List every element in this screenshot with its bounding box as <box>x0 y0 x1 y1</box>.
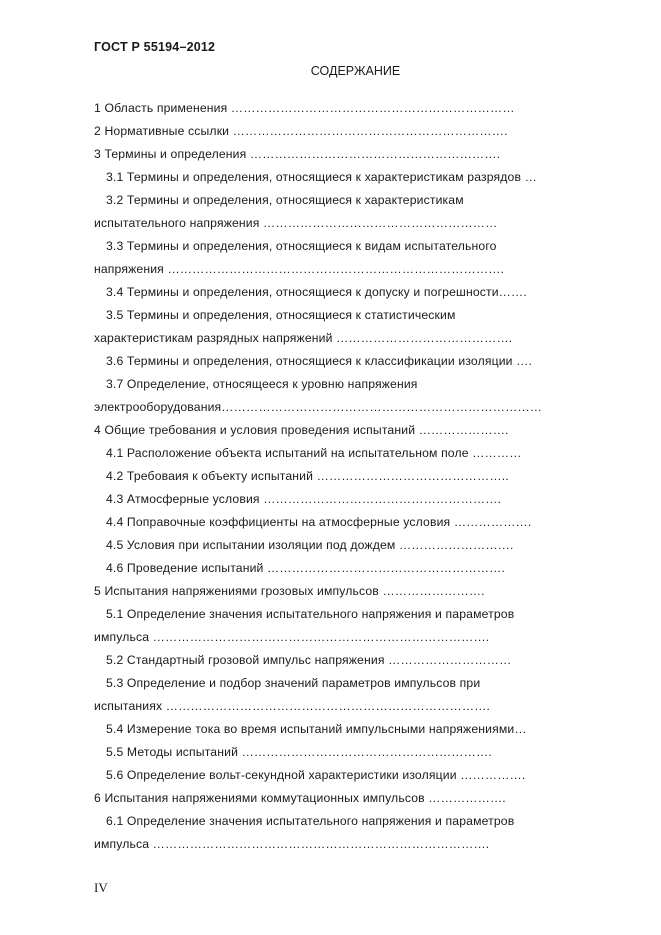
toc-entry-continuation[interactable]: испытаниях ……………………………………………………………………. <box>94 699 491 713</box>
toc-entry-continuation[interactable]: характеристикам разрядных напряжений ……………………………………. <box>94 331 513 345</box>
toc-entry[interactable]: 3.1 Термины и определения, относящиеся к характеристикам разрядов … <box>106 170 537 184</box>
toc-entry[interactable]: 4.1 Расположение объекта испытаний на испытательном поле ………… <box>106 446 522 460</box>
toc-entry[interactable]: 5.4 Измерение тока во время испытаний импульсными напряжениями… <box>106 722 527 736</box>
toc-entry[interactable]: 3 Термины и определения ……………………………………………………. <box>94 147 501 161</box>
toc-entry[interactable]: 5.2 Стандартный грозовой импульс напряжения ………………………… <box>106 653 512 667</box>
toc-entry[interactable]: 2 Нормативные ссылки …………………………………………………………. <box>94 124 508 138</box>
toc-entry-continuation[interactable]: испытательного напряжения ………………………………………………… <box>94 216 498 230</box>
toc-entry[interactable]: 4.5 Условия при испытании изоляции под дождем ………………………. <box>106 538 514 552</box>
toc-entry[interactable]: 3.5 Термины и определения, относящиеся к статистическим <box>106 308 456 322</box>
toc-entry[interactable]: 5 Испытания напряжениями грозовых импульсов ……………………. <box>94 584 485 598</box>
toc-entry-continuation[interactable]: импульса ………………………………………………………………………. <box>94 837 490 851</box>
toc-entry[interactable]: 3.7 Определение, относящееся к уровню напряжения <box>106 377 418 391</box>
document-header: ГОСТ Р 55194–2012 <box>94 40 216 54</box>
toc-entry[interactable]: 3.2 Термины и определения, относящиеся к характеристикам <box>106 193 464 207</box>
toc-entry-continuation[interactable]: электрооборудования…………………………………………………………………… <box>94 400 543 414</box>
toc-entry[interactable]: 4 Общие требования и условия проведения испытаний …………………. <box>94 423 509 437</box>
toc-entry[interactable]: 6.1 Определение значения испытательного напряжения и параметров <box>106 814 515 828</box>
toc-entry[interactable]: 5.1 Определение значения испытательного напряжения и параметров <box>106 607 515 621</box>
toc-entry[interactable]: 3.4 Термины и определения, относящиеся к допуску и погрешности……. <box>106 285 527 299</box>
toc-entry[interactable]: 3.6 Термины и определения, относящиеся к классификации изоляции …. <box>106 354 533 368</box>
toc-entry[interactable]: 4.3 Атмосферные условия …………………………………………………. <box>106 492 502 506</box>
toc-entry[interactable]: 4.4 Поправочные коэффициенты на атмосферные условия ………………. <box>106 515 532 529</box>
page-number: IV <box>94 880 108 895</box>
toc-entry[interactable]: 4.6 Проведение испытаний …………………………………………………. <box>106 561 505 575</box>
toc-entry[interactable]: 5.5 Методы испытаний ……………………………………………………. <box>106 745 492 759</box>
toc-entry-continuation[interactable]: напряжения ………………………………………………………………………. <box>94 262 505 276</box>
toc-entry[interactable]: 5.3 Определение и подбор значений параметров импульсов при <box>106 676 481 690</box>
toc-entry[interactable]: 5.6 Определение вольт-секундной характеристики изоляции ……………. <box>106 768 526 782</box>
toc-entry[interactable]: 6 Испытания напряжениями коммутационных импульсов ………………. <box>94 791 506 805</box>
contents-title: СОДЕРЖАНИЕ <box>310 64 401 78</box>
toc-entry[interactable]: 4.2 Требоваия к объекту испытаний ……………………………………….. <box>106 469 509 483</box>
toc-entry[interactable]: 1 Область применения …………………………………………………………… <box>94 101 515 115</box>
toc-entry-continuation[interactable]: импульса ………………………………………………………………………. <box>94 630 490 644</box>
toc-entry[interactable]: 3.3 Термины и определения, относящиеся к видам испытательного <box>106 239 497 253</box>
